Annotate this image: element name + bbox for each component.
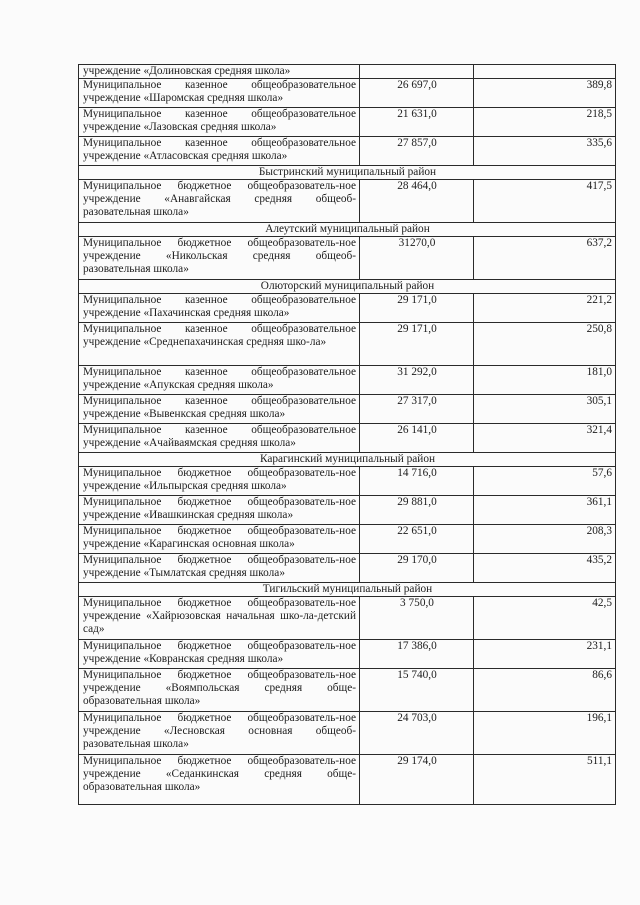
institution-name: Муниципальное бюджетное общеобразователь-ное учреждение «Ильпырская средняя школа» <box>79 467 360 496</box>
amount-value: 17 386,0 <box>360 640 474 669</box>
district-name: Быстринский муниципальный район <box>79 166 616 180</box>
institution-name: Муниципальное казенное общеобразовательное учреждение «Атласовская средняя школа» <box>79 137 360 166</box>
amount-value: 3 750,0 <box>360 597 474 640</box>
district-header-row <box>79 583 616 597</box>
second-value: 221,2 <box>474 294 616 323</box>
table-row <box>79 108 616 137</box>
second-value: 637,2 <box>474 237 616 280</box>
second-value: 57,6 <box>474 467 616 496</box>
second-value: 42,5 <box>474 597 616 640</box>
amount-value: 21 631,0 <box>360 108 474 137</box>
institution-name: Муниципальное казенное общеобразовательное учреждение «Вывенкская средняя школа» <box>79 395 360 424</box>
second-value: 305,1 <box>474 395 616 424</box>
institution-name: Муниципальное бюджетное общеобразователь-ное учреждение «Ковранская средняя школа» <box>79 640 360 669</box>
institution-name: Муниципальное бюджетное общеобразователь-ное учреждение «Хайрюзовская начальная шко-ла-детский сад» <box>79 597 360 640</box>
amount-value: 29 171,0 <box>360 294 474 323</box>
second-value: 86,6 <box>474 669 616 712</box>
table-row <box>79 525 616 554</box>
table-row <box>79 323 616 366</box>
district-name: Алеутский муниципальный район <box>79 223 616 237</box>
table-row <box>79 180 616 223</box>
table-row <box>79 237 616 280</box>
district-header-row <box>79 280 616 294</box>
table-row <box>79 597 616 640</box>
second-value: 231,1 <box>474 640 616 669</box>
amount-value: 28 464,0 <box>360 180 474 223</box>
amount-value: 26 141,0 <box>360 424 474 453</box>
second-value: 321,4 <box>474 424 616 453</box>
institution-name: учреждение «Долиновская средняя школа» <box>79 65 360 79</box>
district-name: Олюторский муниципальный район <box>79 280 616 294</box>
amount-value: 29 170,0 <box>360 554 474 583</box>
table-row <box>79 467 616 496</box>
amount-value: 24 703,0 <box>360 712 474 755</box>
institution-name: Муниципальное бюджетное общеобразователь-ное учреждение «Седанкинская средняя обще-образовательная школа» <box>79 755 360 805</box>
amount-value: 26 697,0 <box>360 79 474 108</box>
second-value: 511,1 <box>474 755 616 805</box>
district-header-row <box>79 453 616 467</box>
amount-value: 15 740,0 <box>360 669 474 712</box>
amount-value: 22 651,0 <box>360 525 474 554</box>
institution-name: Муниципальное бюджетное общеобразователь-ное учреждение «Ивашкинская средняя школа» <box>79 496 360 525</box>
table-row <box>79 366 616 395</box>
amount-value: 27 857,0 <box>360 137 474 166</box>
district-name: Карагинский муниципальный район <box>79 453 616 467</box>
table-row <box>79 137 616 166</box>
amount-value: 31270,0 <box>360 237 474 280</box>
table-row <box>79 424 616 453</box>
table-row <box>79 669 616 712</box>
institution-name: Муниципальное бюджетное общеобразователь-ное учреждение «Лесновская основная общеоб-разовательная школа» <box>79 712 360 755</box>
institution-name: Муниципальное бюджетное общеобразователь-ное учреждение «Карагинская основная школа» <box>79 525 360 554</box>
budget-table <box>78 64 616 805</box>
amount-value <box>360 65 474 79</box>
district-header-row <box>79 223 616 237</box>
institution-name: Муниципальное казенное общеобразовательное учреждение «Ачайваямская средняя школа» <box>79 424 360 453</box>
district-name: Тигильский муниципальный район <box>79 583 616 597</box>
second-value: 250,8 <box>474 323 616 366</box>
second-value: 218,5 <box>474 108 616 137</box>
second-value: 389,8 <box>474 79 616 108</box>
second-value: 181,0 <box>474 366 616 395</box>
institution-name: Муниципальное казенное общеобразовательное учреждение «Лазовская средняя школа» <box>79 108 360 137</box>
institution-name: Муниципальное казенное общеобразовательное учреждение «Шаромская средняя школа» <box>79 79 360 108</box>
institution-name: Муниципальное бюджетное общеобразователь-ное учреждение «Воямпольская средняя обще-образовательная школа» <box>79 669 360 712</box>
second-value: 361,1 <box>474 496 616 525</box>
table-row <box>79 712 616 755</box>
second-value: 435,2 <box>474 554 616 583</box>
table-row <box>79 554 616 583</box>
amount-value: 29 881,0 <box>360 496 474 525</box>
budget-table-body <box>79 65 616 805</box>
table-row <box>79 755 616 805</box>
institution-name: Муниципальное казенное общеобразовательное учреждение «Пахачинская средняя школа» <box>79 294 360 323</box>
table-row <box>79 79 616 108</box>
second-value: 196,1 <box>474 712 616 755</box>
table-row <box>79 294 616 323</box>
institution-name: Муниципальное казенное общеобразовательное учреждение «Среднепахачинская средняя шко-ла» <box>79 323 360 366</box>
second-value: 335,6 <box>474 137 616 166</box>
table-row <box>79 65 616 79</box>
amount-value: 31 292,0 <box>360 366 474 395</box>
amount-value: 14 716,0 <box>360 467 474 496</box>
amount-value: 27 317,0 <box>360 395 474 424</box>
second-value: 417,5 <box>474 180 616 223</box>
amount-value: 29 171,0 <box>360 323 474 366</box>
table-row <box>79 640 616 669</box>
second-value <box>474 65 616 79</box>
second-value: 208,3 <box>474 525 616 554</box>
institution-name: Муниципальное бюджетное общеобразователь-ное учреждение «Никольская средняя общеоб-разовательная школа» <box>79 237 360 280</box>
institution-name: Муниципальное бюджетное общеобразователь-ное учреждение «Анавгайская средняя общеоб-разовательная школа» <box>79 180 360 223</box>
district-header-row <box>79 166 616 180</box>
institution-name: Муниципальное казенное общеобразовательное учреждение «Апукская средняя школа» <box>79 366 360 395</box>
table-row <box>79 496 616 525</box>
institution-name: Муниципальное бюджетное общеобразователь-ное учреждение «Тымлатская средняя школа» <box>79 554 360 583</box>
amount-value: 29 174,0 <box>360 755 474 805</box>
table-row <box>79 395 616 424</box>
